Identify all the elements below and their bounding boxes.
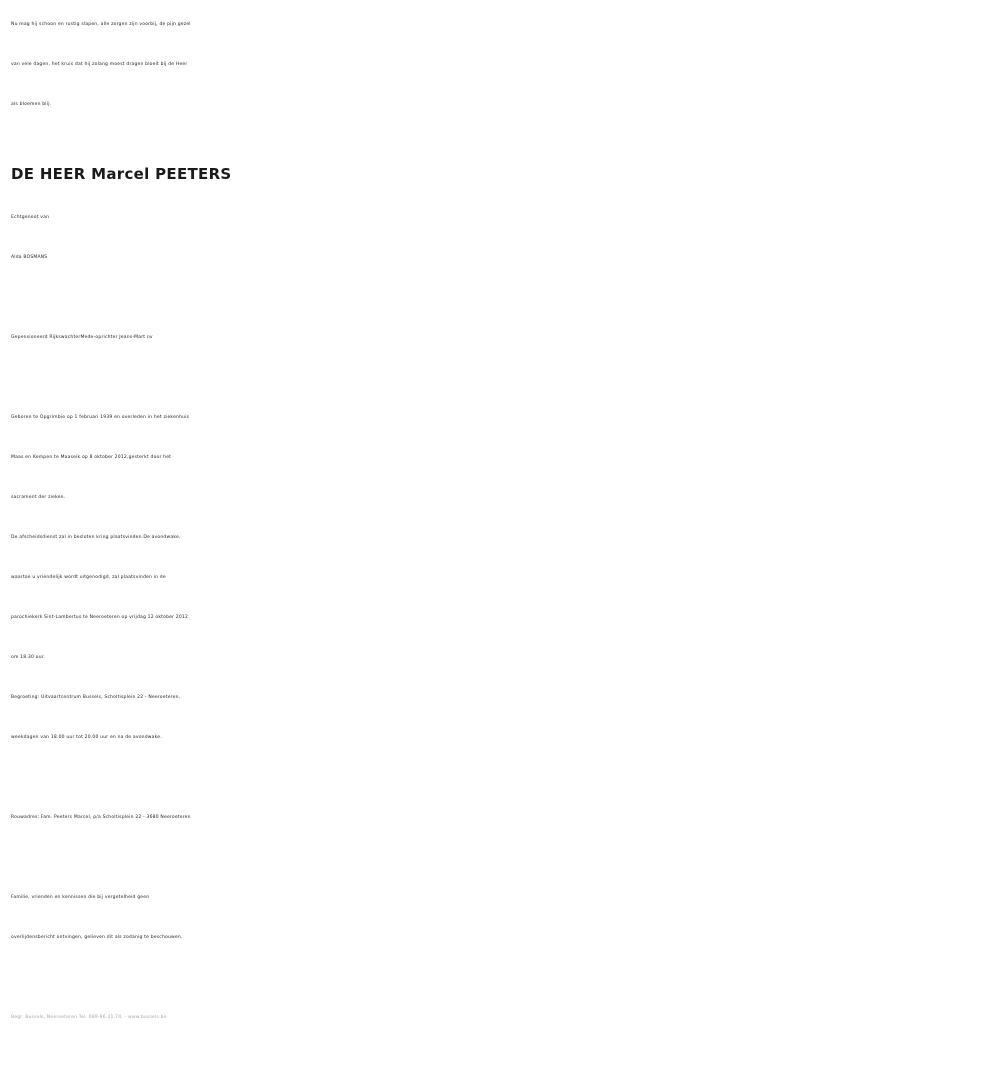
announcement-line: Begroeting: Uitvaartcentrum Bussels, Scholtisplein 22 - Neeroeteren, bbox=[11, 695, 181, 700]
announcement-line: sacrament der zieken. bbox=[11, 495, 66, 500]
announcement-line: Maas en Kempen te Maaseik op 8 oktober 2012,gesterkt door het bbox=[11, 455, 172, 460]
spouse-name: Alda BOSMANS bbox=[11, 255, 48, 260]
spacer bbox=[11, 358, 1000, 398]
mourning-address: Rouwadres: Fam. Peeters Marcel, p/a Scholtisplein 22 - 3680 Neeroeteren bbox=[11, 815, 191, 820]
spacer bbox=[11, 278, 1000, 318]
announcement-line: parochiekerk Sint-Lambertus te Neeroeteren op vrijdag 12 oktober 2012 bbox=[11, 615, 189, 620]
announcement-text bbox=[11, 398, 1000, 758]
relation-text: Echtgenoot van bbox=[11, 215, 50, 220]
closing-line: Familie, vrienden en kennissen die bij vergetelheid geen bbox=[11, 895, 150, 900]
occupation-text: Gepensioneerd RijkswachterMede-oprichter Jeans-Mart nv bbox=[11, 335, 153, 340]
announcement-line: om 18.30 uur. bbox=[11, 655, 46, 660]
closing-line: overlijdensbericht ontvingen, gelieven dit als zodanig te beschouwen. bbox=[11, 935, 183, 940]
poem-line: van vele dagen, het kruis dat hij zolang moest dragen bloeit bij de Heer bbox=[11, 62, 188, 67]
closing-note bbox=[11, 878, 1000, 958]
poem-line: als bloemen blij. bbox=[11, 102, 52, 107]
funeral-home-footer: Begr. Bussels, Neeroeteren Tel. 089-86.41.74. - www.bussels.be bbox=[11, 1015, 167, 1020]
announcement-line: weekdagen van 18.00 uur tot 20.00 uur en na de avondwake. bbox=[11, 735, 162, 740]
spacer bbox=[11, 838, 1000, 878]
spacer bbox=[11, 758, 1000, 798]
announcement-line: Geboren te Opgrimbie op 1 februari 1939 en overleden in het ziekenhuis bbox=[11, 415, 190, 420]
poem-line: Nu mag hij schoon en rustig slapen, alle zorgen zijn voorbij, de pijn gezel bbox=[11, 22, 191, 27]
announcement-line: waartoe u vriendelijk wordt uitgenodigd, zal plaatsvinden in de bbox=[11, 575, 166, 580]
poem bbox=[11, 0, 1000, 125]
deceased-name: DE HEER Marcel PEETERS bbox=[11, 165, 232, 183]
announcement-line: De afscheidsdienst zal in besloten kring plaatsvinden.De avondwake, bbox=[11, 535, 181, 540]
